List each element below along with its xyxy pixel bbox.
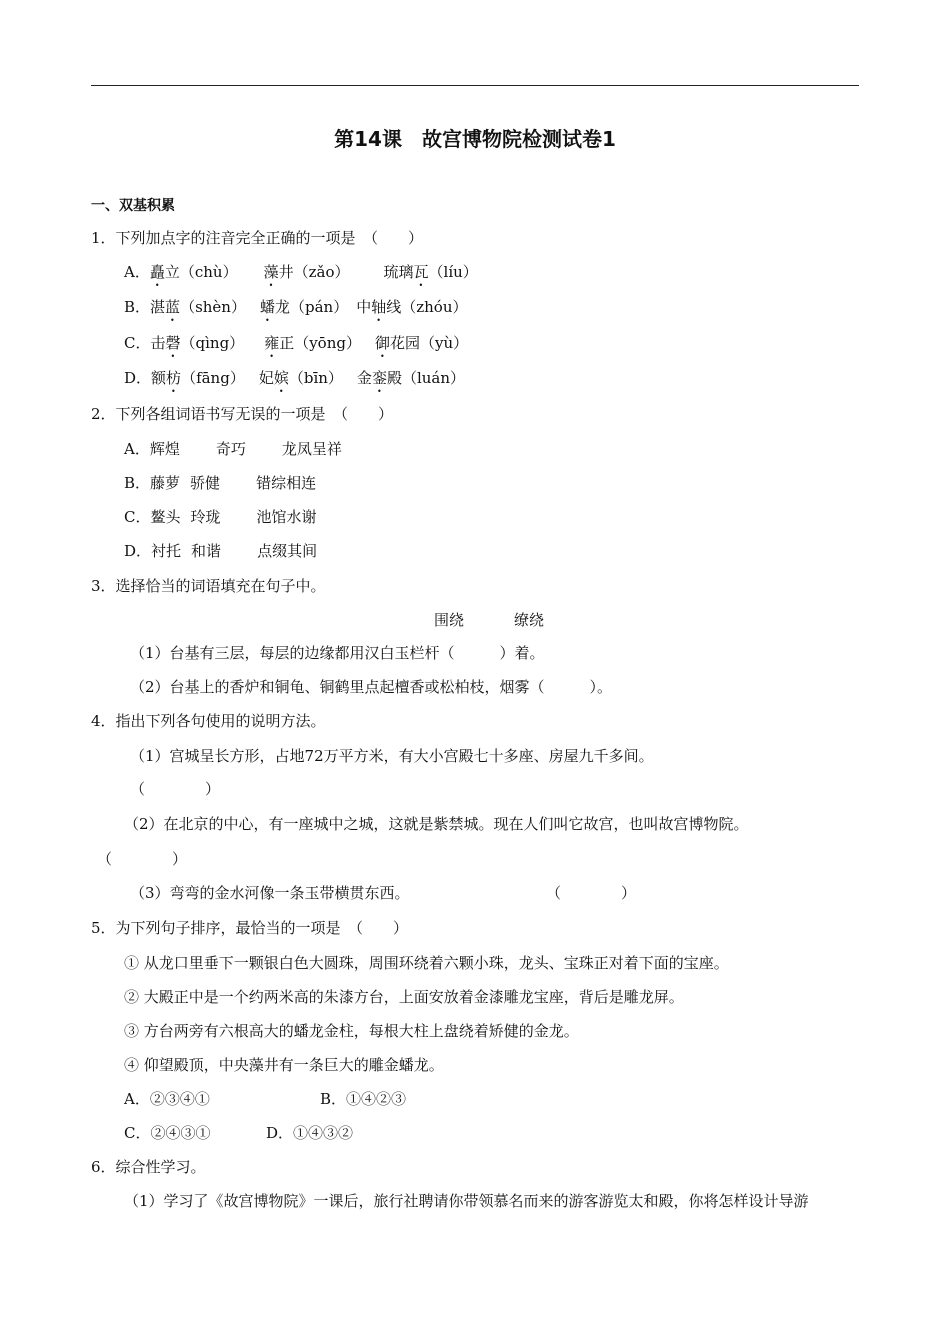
question-4-sentence-1: （1）宫城呈长方形，占地72万平方米，有大小宫殿七十多座、房屋九千多间。 (130, 747, 654, 765)
question-4-blank-2: （ ） (97, 850, 188, 868)
question-5-option-b: B．①④②③ (320, 1090, 407, 1108)
question-6-sentence-1: （1）学习了《故宫博物院》一课后，旅行社聘请你带领慕名而来的游客游览太和殿，你将怎样设计导游 (124, 1192, 809, 1210)
question-4-blank-3: （ ） (546, 884, 637, 902)
question-5-stem: 5．为下列句子排序，最恰当的一项是 （ ） (91, 919, 409, 937)
question-2-option-a: A．辉煌 奇巧 龙凤呈祥 (124, 440, 342, 458)
question-3-stem: 3．选择恰当的词语填充在句子中。 (91, 577, 326, 595)
question-3-sentence-1: （1）台基有三层，每层的边缘都用汉白玉栏杆（ ）着。 (130, 644, 545, 662)
question-4-sentence-2: （2）在北京的中心，有一座城中之城，这就是紫禁城。现在人们叫它故宫，也叫故宫博物院。 (124, 815, 749, 833)
question-1-option-d: D．额枋（fāng） 妃嫔（bīn） 金銮殿（luán） (124, 369, 466, 387)
question-5-sentence-2: ② 大殿正中是一个约两米高的朱漆方台，上面安放着金漆雕龙宝座，背后是雕龙屏。 (124, 988, 684, 1006)
question-4-blank-1: （ ） (130, 780, 221, 798)
question-5-sentence-4: ④ 仰望殿顶，中央藻井有一条巨大的雕金蟠龙。 (124, 1056, 444, 1074)
question-2-option-b: B．藤萝 骄健 错综相连 (124, 474, 317, 492)
page-title: 第14课 故宫博物院检测试卷1 (334, 127, 616, 151)
header-rule (91, 85, 859, 86)
question-4-stem: 4．指出下列各句使用的说明方法。 (91, 712, 326, 730)
question-5-option-a: A．②③④① (124, 1090, 210, 1108)
question-2-option-d: D．衬托 和谐 点缀其间 (124, 542, 318, 560)
question-5-sentence-3: ③ 方台两旁有六根高大的蟠龙金柱，每根大柱上盘绕着矫健的金龙。 (124, 1022, 579, 1040)
question-5-sentence-1: ① 从龙口里垂下一颗银白色大圆珠，周围环绕着六颗小珠，龙头、宝珠正对着下面的宝座。 (124, 954, 729, 972)
question-1-stem: 1．下列加点字的注音完全正确的一项是 （ ） (91, 229, 424, 247)
question-2-stem: 2．下列各组词语书写无误的一项是 （ ） (91, 405, 394, 423)
question-3-sentence-2: （2）台基上的香炉和铜龟、铜鹤里点起檀香或松柏枝，烟雾（ ）。 (130, 678, 613, 696)
question-5-option-d: D．①④③② (266, 1124, 354, 1142)
word-choice: 围绕 缭绕 (434, 611, 545, 629)
question-6-stem: 6．综合性学习。 (91, 1158, 206, 1176)
question-1-option-b: B．湛蓝（shèn） 蟠龙（pán） 中轴线（zhóu） (124, 298, 468, 316)
question-5-option-c: C．②④③① (124, 1124, 211, 1142)
question-1-option-a: A．矗立（chù） 藻井（zǎo） 琉璃瓦（líu） (124, 263, 478, 281)
question-1-option-c: C．击磬（qìng） 雍正（yōng） 御花园（yù） (124, 334, 469, 352)
section-heading: 一、双基积累 (91, 198, 175, 214)
question-2-option-c: C．鳌头 玲珑 池馆水谢 (124, 508, 317, 526)
question-4-sentence-3: （3）弯弯的金水河像一条玉带横贯东西。 (130, 884, 410, 902)
